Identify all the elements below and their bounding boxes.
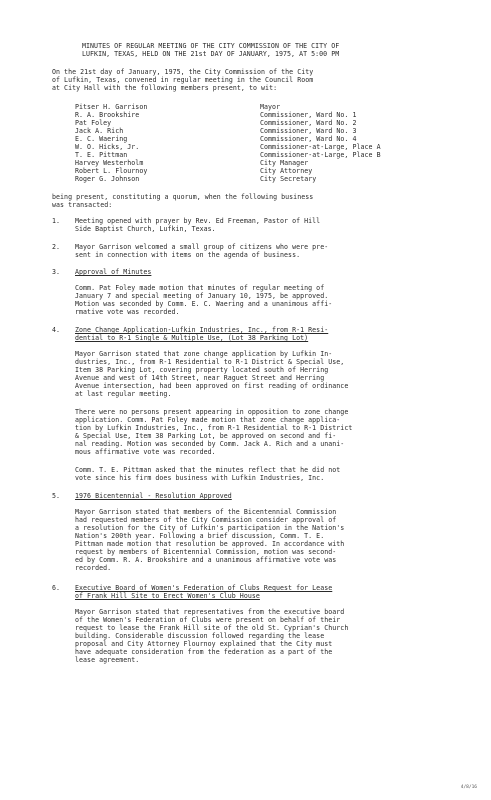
item-heading: of Frank Hill Site to Erect Women's Club House	[75, 592, 260, 600]
member-name: W. O. Hicks, Jr.	[75, 143, 140, 151]
item-number: 4.	[52, 326, 60, 334]
item-number: 2.	[52, 243, 60, 251]
member-name: E. C. Waering	[75, 135, 128, 143]
item-line: Motion was seconded by Comm. E. C. Waering and a unanimous affi-	[75, 300, 333, 308]
item-line: request by members of Bicentennial Commission, motion was second-	[75, 548, 337, 556]
item-line: recorded.	[75, 564, 112, 572]
item-line: had requested members of the City Commission consider approval of	[75, 516, 337, 524]
item-number: 6.	[52, 584, 60, 592]
item-line: Item 38 Parking Lot, covering property located south of Herring	[75, 366, 329, 374]
item-line: at last regular meeting.	[75, 390, 172, 398]
item-line: Comm. Pat Foley made motion that minutes of regular meeting of	[75, 284, 325, 292]
item-line: Mayor Garrison welcomed a small group of citizens who were pre-	[75, 243, 329, 251]
quorum-line: being present, constituting a quorum, when the following business	[52, 193, 314, 201]
item-line: Comm. T. E. Pittman asked that the minutes reflect that he did not	[75, 466, 341, 474]
item-line: have adequate consideration from the federation as a part of the	[75, 648, 333, 656]
member-name: Jack A. Rich	[75, 127, 124, 135]
member-title: Commissioner-at-Large, Place A	[260, 143, 381, 151]
item-line: of the Women's Federation of Clubs were present on behalf of their	[75, 616, 341, 624]
quorum-line: was transacted:	[52, 201, 113, 209]
item-line: Mayor Garrison stated that zone change application by Lufkin In-	[75, 350, 333, 358]
item-line: Meeting opened with prayer by Rev. Ed Freeman, Pastor of Hill	[75, 217, 321, 225]
member-title: Commissioner, Ward No. 1	[260, 111, 357, 119]
item-line: nal reading. Motion was seconded by Comm. Jack A. Rich and a unani-	[75, 440, 345, 448]
item-line: Mayor Garrison stated that representatives from the executive board	[75, 608, 345, 616]
item-line: ed by Comm. R. A. Brookshire and a unanimous affirmative vote was	[75, 556, 337, 564]
member-name: T. E. Pittman	[75, 151, 128, 159]
item-number: 1.	[52, 217, 60, 225]
member-title: Commissioner-at-Large, Place B	[260, 151, 381, 159]
title-line: LUFKIN, TEXAS, HELD ON THE 21st DAY OF JANUARY, 1975, AT 5:00 PM	[82, 50, 340, 58]
item-line: Nation's 200th year. Following a brief discussion, Comm. T. E.	[75, 532, 325, 540]
member-title: Mayor	[260, 103, 281, 111]
item-line: Avenue and west of 14th Street, near Raguet Street and Herring	[75, 374, 325, 382]
intro-line: at City Hall with the following members present, to wit:	[52, 84, 278, 92]
item-line: proposal and City Attorney Flournoy explained that the City must	[75, 640, 333, 648]
item-line: rmative vote was recorded.	[75, 308, 180, 316]
item-line: Avenue intersection, had been approved on first reading of ordinance	[75, 382, 349, 390]
item-line: tion by Lufkin Industries, Inc., from R-1 Residential to R-1 District	[75, 424, 353, 432]
member-name: Harvey Westerholm	[75, 159, 144, 167]
item-number: 3.	[52, 268, 60, 276]
item-line: application. Comm. Pat Foley made motion that zone change applica-	[75, 416, 341, 424]
member-name: Roger G. Johnson	[75, 175, 140, 183]
item-line: Mayor Garrison stated that members of the Bicentennial Commission	[75, 508, 337, 516]
member-title: Commissioner, Ward No. 2	[260, 119, 357, 127]
member-name: Pitser H. Garrison	[75, 103, 148, 111]
title-line: MINUTES OF REGULAR MEETING OF THE CITY COMMISSION OF THE CITY OF	[82, 42, 340, 50]
page-marker: 4/8/16	[460, 785, 477, 790]
item-line: & Special Use, Item 38 Parking Lot, be approved on second and fi-	[75, 432, 337, 440]
item-line: vote since his firm does business with Lufkin Industries, Inc.	[75, 474, 325, 482]
item-line: sent in connection with items on the agenda of business.	[75, 251, 301, 259]
member-title: Commissioner, Ward No. 3	[260, 127, 357, 135]
member-name: R. A. Brookshire	[75, 111, 140, 119]
item-line: a resolution for the City of Lufkin's participation in the Nation's	[75, 524, 345, 532]
intro-line: of Lufkin, Texas, convened in regular meeting in the Council Room	[52, 76, 314, 84]
intro-line: On the 21st day of January, 1975, the City Commission of the City	[52, 68, 314, 76]
item-line: mous affirmative vote was recorded.	[75, 448, 216, 456]
item-line: request to lease the Frank Hill site of the old St. Cyprian's Church	[75, 624, 349, 632]
member-name: Pat Foley	[75, 119, 112, 127]
item-line: Side Baptist Church, Lufkin, Texas.	[75, 225, 216, 233]
item-line: There were no persons present appearing in opposition to zone change	[75, 408, 349, 416]
item-line: lease agreement.	[75, 656, 140, 664]
item-number: 5.	[52, 492, 60, 500]
item-heading: Executive Board of Women's Federation of Clubs Request for Lease	[75, 584, 333, 592]
item-heading: Zone Change Application-Lufkin Industries, Inc., from R-1 Resi-	[75, 326, 329, 334]
member-name: Robert L. Flournoy	[75, 167, 148, 175]
item-line: Pittman made motion that resolution be approved. In accordance with	[75, 540, 345, 548]
member-title: City Attorney	[260, 167, 313, 175]
item-heading: 1976 Bicentennial - Resolution Approved	[75, 492, 232, 500]
item-line: dustries, Inc., from R-1 Residential to R-1 District & Special Use,	[75, 358, 345, 366]
item-heading: dential to R-1 Single & Multiple Use, (Lot 38 Parking Lot)	[75, 334, 309, 342]
member-title: Commissioner, Ward No. 4	[260, 135, 357, 143]
member-title: City Secretary	[260, 175, 317, 183]
item-heading: Approval of Minutes	[75, 268, 152, 276]
item-line: building. Considerable discussion followed regarding the lease	[75, 632, 325, 640]
item-line: January 7 and special meeting of January 10, 1975, be approved.	[75, 292, 329, 300]
member-title: City Manager	[260, 159, 309, 167]
